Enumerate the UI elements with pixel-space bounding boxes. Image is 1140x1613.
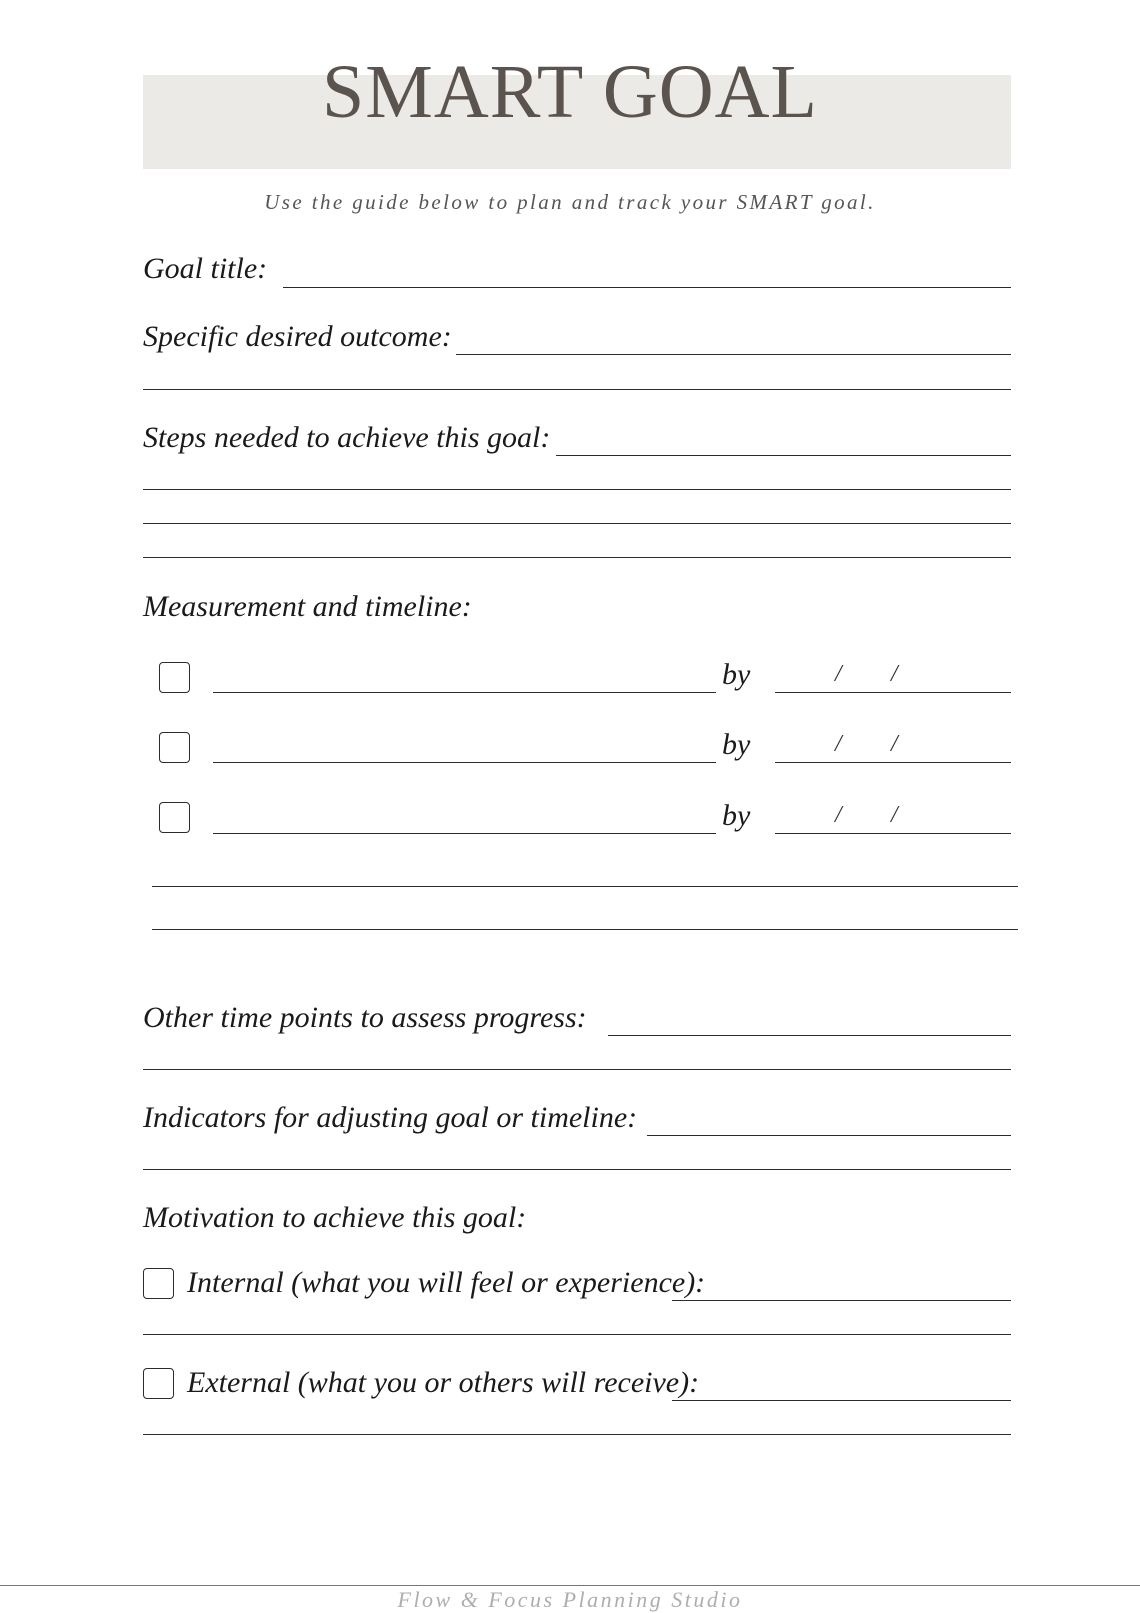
by-label-1: by bbox=[722, 658, 751, 691]
steps-line-2[interactable] bbox=[143, 489, 1011, 490]
by-label-2: by bbox=[722, 728, 751, 761]
internal-checkbox[interactable] bbox=[143, 1268, 174, 1299]
steps-label: Steps needed to achieve this goal: bbox=[143, 421, 551, 454]
measurement-note-line-2[interactable] bbox=[152, 929, 1018, 930]
specific-outcome-line-1[interactable] bbox=[456, 354, 1011, 355]
date-slash-3a: / bbox=[835, 802, 842, 828]
specific-outcome-label: Specific desired outcome: bbox=[143, 320, 452, 353]
measurement-note-line-1[interactable] bbox=[152, 886, 1018, 887]
date-slash-2a: / bbox=[835, 731, 842, 757]
motivation-label: Motivation to achieve this goal: bbox=[143, 1201, 527, 1234]
steps-line-1[interactable] bbox=[556, 455, 1011, 456]
date-line-1[interactable] bbox=[775, 692, 1011, 693]
timeline-checkbox-3[interactable] bbox=[159, 802, 190, 833]
steps-line-4[interactable] bbox=[143, 557, 1011, 558]
date-slash-1a: / bbox=[835, 661, 842, 687]
by-label-3: by bbox=[722, 799, 751, 832]
footer-rule bbox=[0, 1585, 1140, 1586]
date-slash-3b: / bbox=[891, 802, 898, 828]
footer-studio-name: Flow & Focus Planning Studio bbox=[397, 1587, 743, 1612]
external-line-2[interactable] bbox=[143, 1434, 1011, 1435]
page-title: SMART GOAL bbox=[322, 50, 818, 134]
page-subtitle: Use the guide below to plan and track your SMART goal. bbox=[264, 190, 876, 214]
steps-line-3[interactable] bbox=[143, 523, 1011, 524]
external-checkbox[interactable] bbox=[143, 1368, 174, 1399]
goal-title-line[interactable] bbox=[283, 287, 1011, 288]
timeline-checkbox-2[interactable] bbox=[159, 732, 190, 763]
indicators-line-2[interactable] bbox=[143, 1169, 1011, 1170]
timeline-line-1[interactable] bbox=[213, 692, 716, 693]
indicators-line-1[interactable] bbox=[647, 1135, 1011, 1136]
date-line-3[interactable] bbox=[775, 833, 1011, 834]
internal-line-2[interactable] bbox=[143, 1334, 1011, 1335]
timeline-line-2[interactable] bbox=[213, 762, 716, 763]
indicators-label: Indicators for adjusting goal or timeline: bbox=[143, 1101, 638, 1134]
goal-title-label: Goal title: bbox=[143, 252, 268, 285]
specific-outcome-line-2[interactable] bbox=[143, 389, 1011, 390]
other-time-points-label: Other time points to assess progress: bbox=[143, 1001, 587, 1034]
external-line-1[interactable] bbox=[672, 1400, 1011, 1401]
other-time-points-line-2[interactable] bbox=[143, 1069, 1011, 1070]
date-slash-1b: / bbox=[891, 661, 898, 687]
measurement-label: Measurement and timeline: bbox=[143, 590, 472, 623]
external-label: External (what you or others will receive): bbox=[187, 1366, 700, 1399]
date-line-2[interactable] bbox=[775, 762, 1011, 763]
date-slash-2b: / bbox=[891, 731, 898, 757]
timeline-line-3[interactable] bbox=[213, 833, 716, 834]
internal-label: Internal (what you will feel or experience): bbox=[187, 1266, 706, 1299]
other-time-points-line-1[interactable] bbox=[608, 1035, 1011, 1036]
internal-line-1[interactable] bbox=[672, 1300, 1011, 1301]
timeline-checkbox-1[interactable] bbox=[159, 662, 190, 693]
